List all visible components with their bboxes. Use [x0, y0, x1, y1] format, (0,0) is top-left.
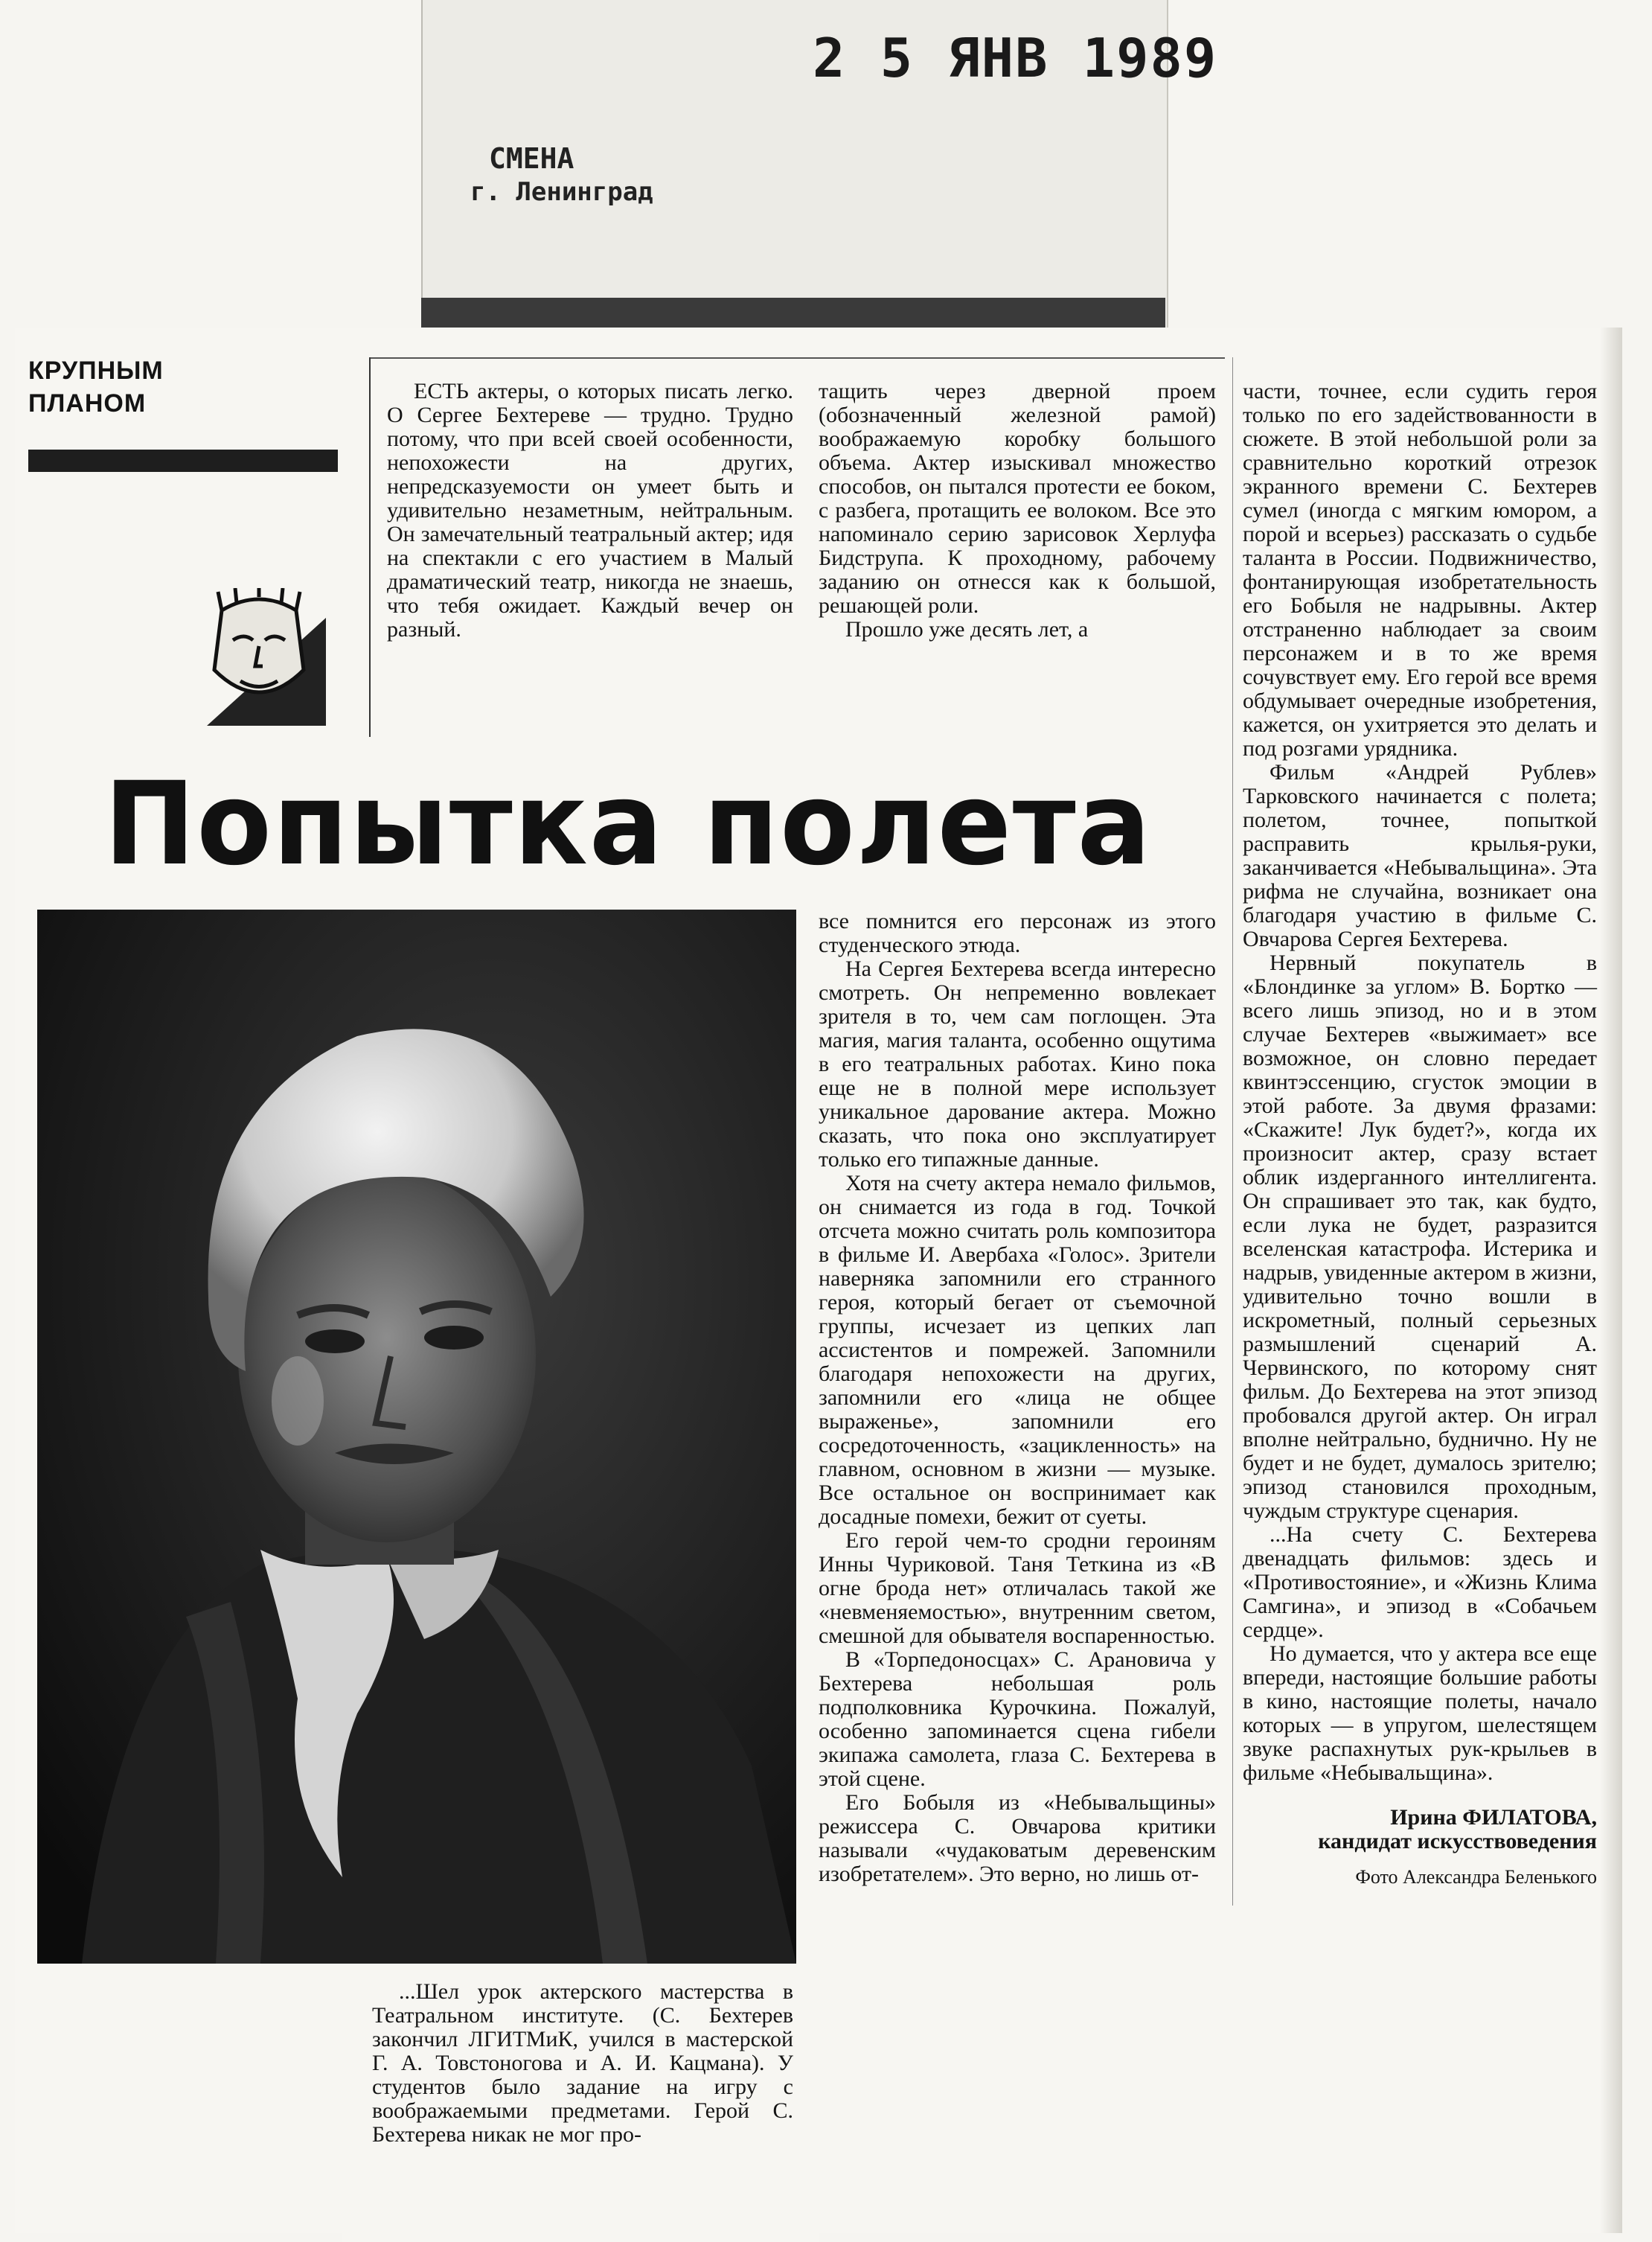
col-bottom-left-p1: ...Шел урок актерского мастерства в Театральном институте. (С. Бехтерев закончил ЛГИТМиК, учился в мастерской Г. А. Товстоногова и А. И. Кацмана). У студентов было задание на игру с воображаемыми предметами. Герой С. Бехтерева никак не мог про-	[372, 1979, 793, 2147]
column-2-top	[819, 380, 1216, 642]
portrait-photo	[37, 910, 796, 1964]
intro-column	[387, 380, 793, 642]
col2-p1: все помнится его персонаж из этого студенческого этюда.	[819, 909, 1216, 957]
col3-rule	[1232, 357, 1233, 1906]
date-stamp: 2 5 ЯНВ 1989	[813, 27, 1218, 89]
col2-p4: Его герой чем-то сродни героиням Инны Чуриковой. Таня Теткина из «В огне брода нет» отличалась такой же «невменяемостью», внутренним светом, смешной для обывателя воспаренностью.	[819, 1528, 1216, 1648]
col3-p5: Но думается, что у актера все еще впереди, настоящие большие работы в кино, настоящие полеты, начало которых — в упругом, шелестящем звуке распахнутых рук-крыльев в фильме «Небывальщина».	[1243, 1641, 1597, 1785]
intro-left-rule	[369, 357, 371, 737]
theatre-mask-icon	[192, 588, 326, 726]
intro-top-rule	[369, 357, 1225, 359]
rubric-line1: КРУПНЫМ	[28, 357, 164, 385]
column-3	[1243, 380, 1597, 1889]
source-city: г. Ленинград	[470, 177, 653, 207]
col3-p4: ...На счету С. Бехтерева двенадцать фильмов: здесь и «Противостояние», и «Жизнь Клима Самгина», и эпизод в «Собачьем сердце».	[1243, 1522, 1597, 1642]
column-bottom-left	[372, 1980, 793, 2147]
archive-label	[421, 0, 1218, 328]
col2-top-p1: тащить через дверной проем (обозначенный железной рамой) воображаемую коробку большого объема. Актер изыскивал множество способов, он пытался протести ее боком, с разбега, протащить ее волоком. Все это напоминало серию зарисовок Херлуфа Бидструпа. К проходному, рабочему заданию он отнесся как к большой, решающей роли.	[819, 379, 1216, 618]
col2-p3: Хотя на счету актера немало фильмов, он снимается из года в год. Точкой отсчета можно считать роль композитора в фильме И. Авербаха «Голос». Зрители наверняка запомнили его странного героя, который бегает от съемочной группы, исчезает из цепких лап ассистентов и помрежей. Запомнили благодаря непохожести на других, запомнили его «лица не общее выраженье», запомнили его сосредоточенность, «зацикленность» на главном, основном в жизни — музыке. Все остальное он воспринимает как досадные помехи, бежит от суеты.	[819, 1171, 1216, 1529]
source-stamp	[470, 141, 653, 208]
headline: Попытка полета	[104, 758, 1153, 891]
col3-p3: Нервный покупатель в «Блондинке за углом» В. Бортко — всего лишь эпизод, но и в этом случае Бехтерев «выжимает» все возможное, он словно передает квинтэссенцию, сгусток эмоции в этой работе. За двумя фразами: «Скажите! Лук будет?», когда их произносит актер, сразу встает облик издерганного интеллигента. Он спрашивает это так, как будто, если лука не будет, разразится вселенская катастрофа. Истерика и надрыв, увиденные актером в жизни, удивительно точно вошли в искрометный, полный серьезных размышлений сценарий А. Червинского, по которому снят фильм. До Бехтерева на этот эпизод пробовался другой актер. Он играл вполне нейтрально, буднично. Ну не будет и не будет, думалось зрителю; эпизод становился проходным, чуждым структуре сценария.	[1243, 951, 1597, 1523]
rubric-bar	[28, 450, 338, 472]
author-title: кандидат искусствоведения	[1318, 1829, 1597, 1853]
col2-p2: На Сергея Бехтерева всегда интересно смотреть. Он непременно вовлекает зрителя в то, чем сам поглощен. Эта магия, магия таланта, особенно ощутима в его театральных работах. Кино пока еще не в полной мере использует уникальное дарование актера. Можно сказать, что пока оно эксплуатирует только его типажные данные.	[819, 956, 1216, 1172]
label-bottom-edge	[421, 298, 1165, 328]
photo-credit: Фото Александра Беленького	[1355, 1866, 1597, 1888]
col2-p6: Его Бобыля из «Небывальщины» режиссера С. Овчарова критики называли «чудаковатым деревенским изобретателем». Это верно, но лишь от-	[819, 1790, 1216, 1886]
source-name: СМЕНА	[489, 142, 574, 175]
col2-p5: В «Торпедоносцах» С. Арановича у Бехтерева небольшая роль подполковника Курочкина. Пожалуй, особенно запоминается сцена гибели экипажа самолета, глаза С. Бехтерева в этой сцене.	[819, 1647, 1216, 1791]
author-name: Ирина ФИЛАТОВА,	[1390, 1805, 1597, 1830]
col3-p2: Фильм «Андрей Рублев» Тарковского начинается с полета; полетом, точнее, попыткой расправить крылья-руки, заканчивается «Небывальщина». Эта рифма не случайна, возникает она благодаря участию в фильме С. Овчарова Сергея Бехтерева.	[1243, 760, 1597, 951]
column-2-bottom	[819, 910, 1216, 1886]
rubric-line2: ПЛАНОМ	[28, 389, 147, 418]
intro-paragraph: ЕСТЬ актеры, о которых писать легко. О Сергее Бехтереве — трудно. Трудно потому, что при всей своей особенности, непохожести на других, непредсказуемости он умеет быть и удивительно незаметным, нейтральным. Он замечательный театральный актер; идя на спектакли с его участием в Малый драматический театр, никогда не знаешь, что тебя ожидает. Каждый вечер он разный.	[387, 379, 793, 642]
page-edge-shadow	[1600, 328, 1622, 2233]
col3-p1: части, точнее, если судить героя только по его задействованности в сюжете. В этой небольшой роли за сравнительно короткий отрезок экранного времени С. Бехтерев сумел (иногда с мягким юмором, а порой и всерьез) рассказать о судьбе таланта в России. Подвижничество, фонтанирующая изобретательность его Бобыля не надрывны. Актер отстраненно наблюдает за своим персонажем и в то же время сочувствует ему. Его герой все время обдумывает очередные изобретения, кажется, он ухитряется это делать и под розгами урядника.	[1243, 379, 1597, 761]
col2-top-p2: Прошло уже десять лет, а	[845, 617, 1089, 642]
rubric	[28, 354, 164, 420]
